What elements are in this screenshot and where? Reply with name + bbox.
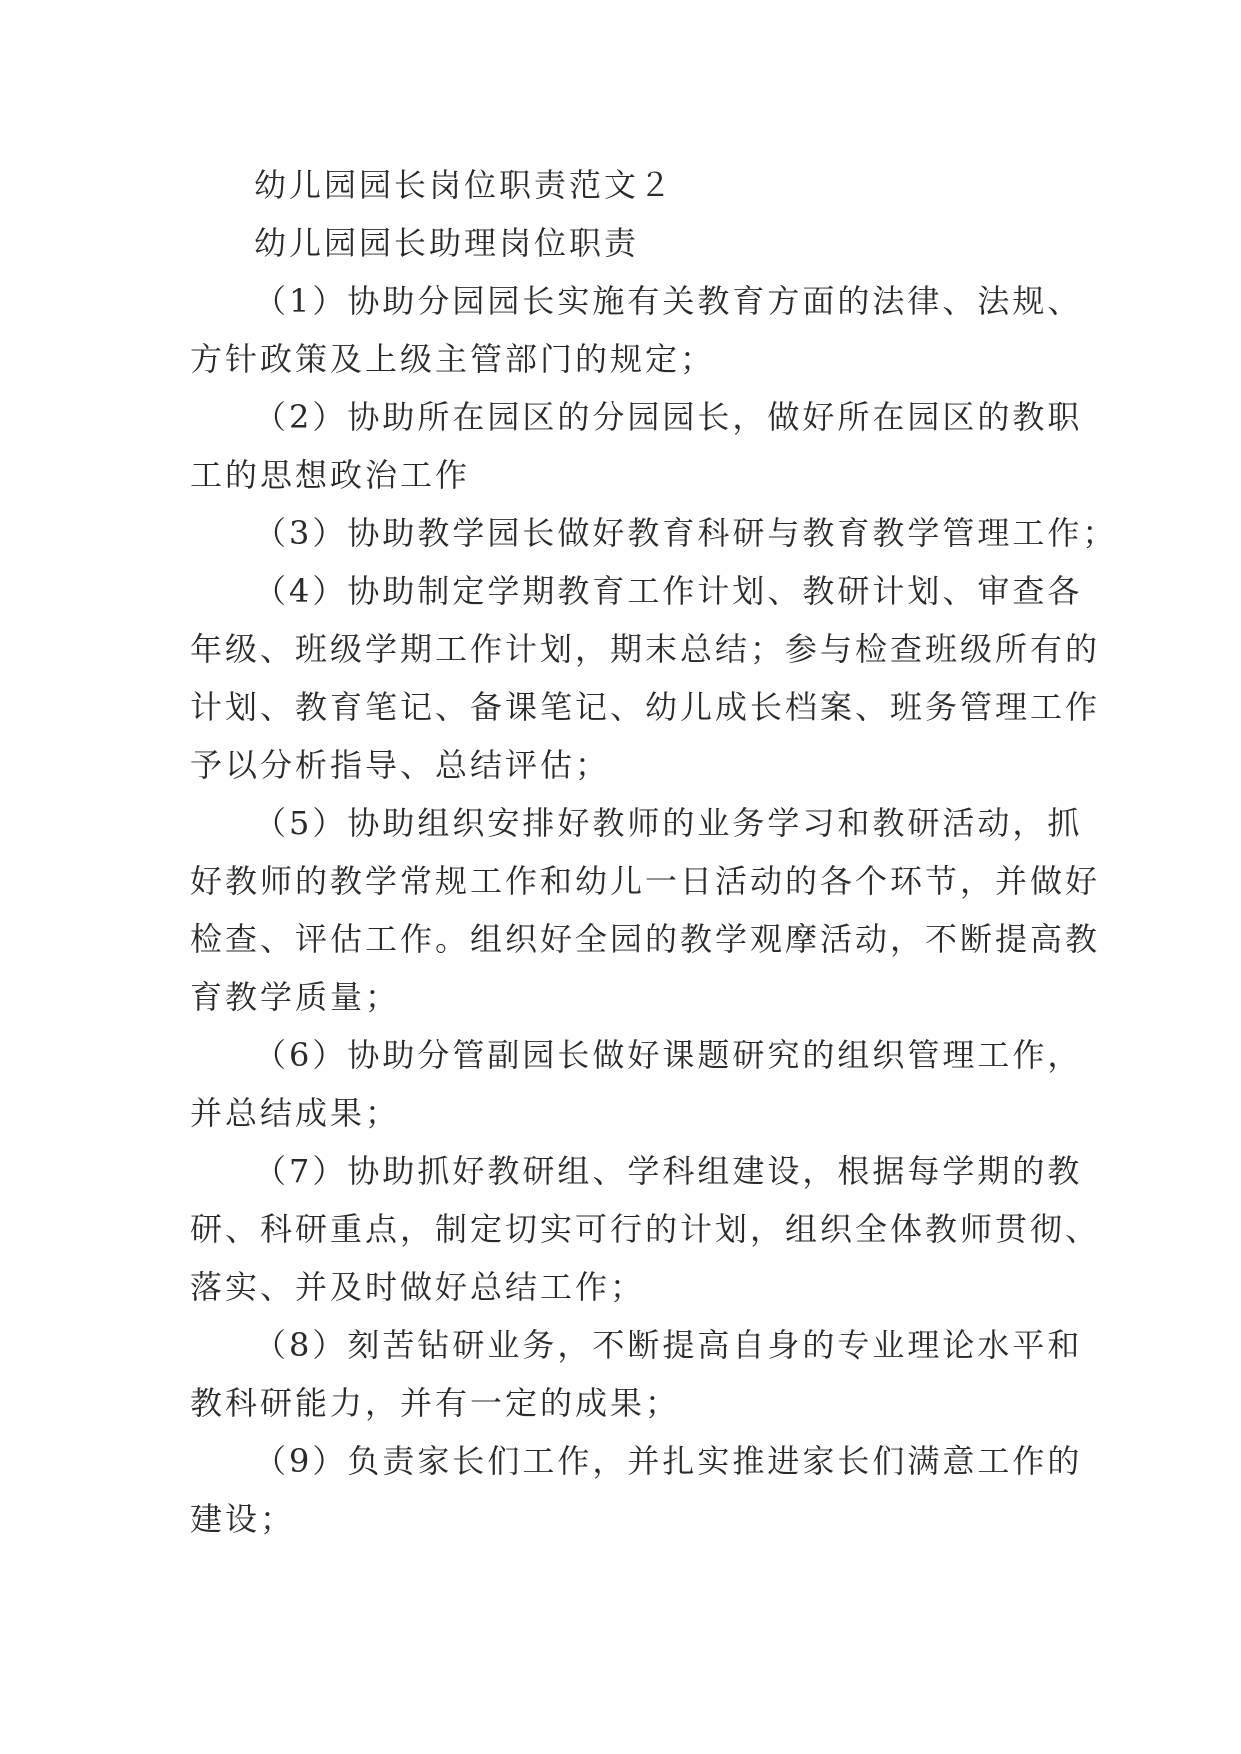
paragraph-line: （5）协助组织安排好教师的业务学习和教研活动，抓 bbox=[254, 804, 1083, 842]
paragraph-line: 建设； bbox=[190, 1500, 296, 1538]
document-subtitle: 幼儿园园长助理岗位职责 bbox=[254, 224, 640, 262]
paragraph-5 bbox=[190, 794, 1101, 1026]
paragraph-line: 年级、班级学期工作计划，期末总结；参与检查班级所有的 bbox=[190, 630, 1101, 668]
paragraph-4 bbox=[190, 562, 1101, 794]
paragraph-line: 予以分析指导、总结评估； bbox=[190, 746, 611, 784]
paragraph-1 bbox=[190, 272, 1083, 388]
paragraph-line: 落实、并及时做好总结工作； bbox=[190, 1268, 646, 1306]
paragraph-line: 教科研能力，并有一定的成果； bbox=[190, 1384, 681, 1422]
paragraph-line: （7）协助抓好教研组、学科组建设，根据每学期的教 bbox=[254, 1152, 1083, 1190]
paragraph-line: 研、科研重点，制定切实可行的计划，组织全体教师贯彻、 bbox=[190, 1210, 1101, 1248]
paragraph-line: （3）协助教学园长做好教育科研与教育教学管理工作； bbox=[254, 514, 1118, 552]
paragraph-line: 计划、教育笔记、备课笔记、幼儿成长档案、班务管理工作 bbox=[190, 688, 1101, 726]
paragraph-line: （4）协助制定学期教育工作计划、教研计划、审查各 bbox=[254, 572, 1083, 610]
paragraph-2 bbox=[190, 388, 1083, 504]
paragraph-8 bbox=[190, 1316, 1083, 1432]
paragraph-line: 好教师的教学常规工作和幼儿一日活动的各个环节，并做好 bbox=[190, 862, 1101, 900]
paragraph-line: （6）协助分管副园长做好课题研究的组织管理工作， bbox=[254, 1036, 1083, 1074]
paragraph-9 bbox=[190, 1432, 1083, 1548]
paragraph-line: 工的思想政治工作 bbox=[190, 456, 471, 494]
document-body bbox=[190, 156, 1118, 1548]
document-title: 幼儿园园长岗位职责范文２ bbox=[254, 166, 675, 204]
paragraph-7 bbox=[190, 1142, 1101, 1316]
paragraph-line: 方针政策及上级主管部门的规定； bbox=[190, 340, 716, 378]
paragraph-line: （2）协助所在园区的分园园长，做好所在园区的教职 bbox=[254, 398, 1083, 436]
paragraph-6 bbox=[190, 1026, 1083, 1142]
paragraph-line: （9）负责家长们工作，并扎实推进家长们满意工作的 bbox=[254, 1442, 1083, 1480]
paragraph-line: 检查、评估工作。组织好全园的教学观摩活动，不断提高教 bbox=[190, 920, 1101, 958]
paragraph-3 bbox=[190, 504, 1118, 562]
paragraph-line: （1）协助分园园长实施有关教育方面的法律、法规、 bbox=[254, 282, 1083, 320]
paragraph-line: （8）刻苦钻研业务，不断提高自身的专业理论水平和 bbox=[254, 1326, 1083, 1364]
paragraph-line: 育教学质量； bbox=[190, 978, 401, 1016]
paragraph-line: 并总结成果； bbox=[190, 1094, 401, 1132]
